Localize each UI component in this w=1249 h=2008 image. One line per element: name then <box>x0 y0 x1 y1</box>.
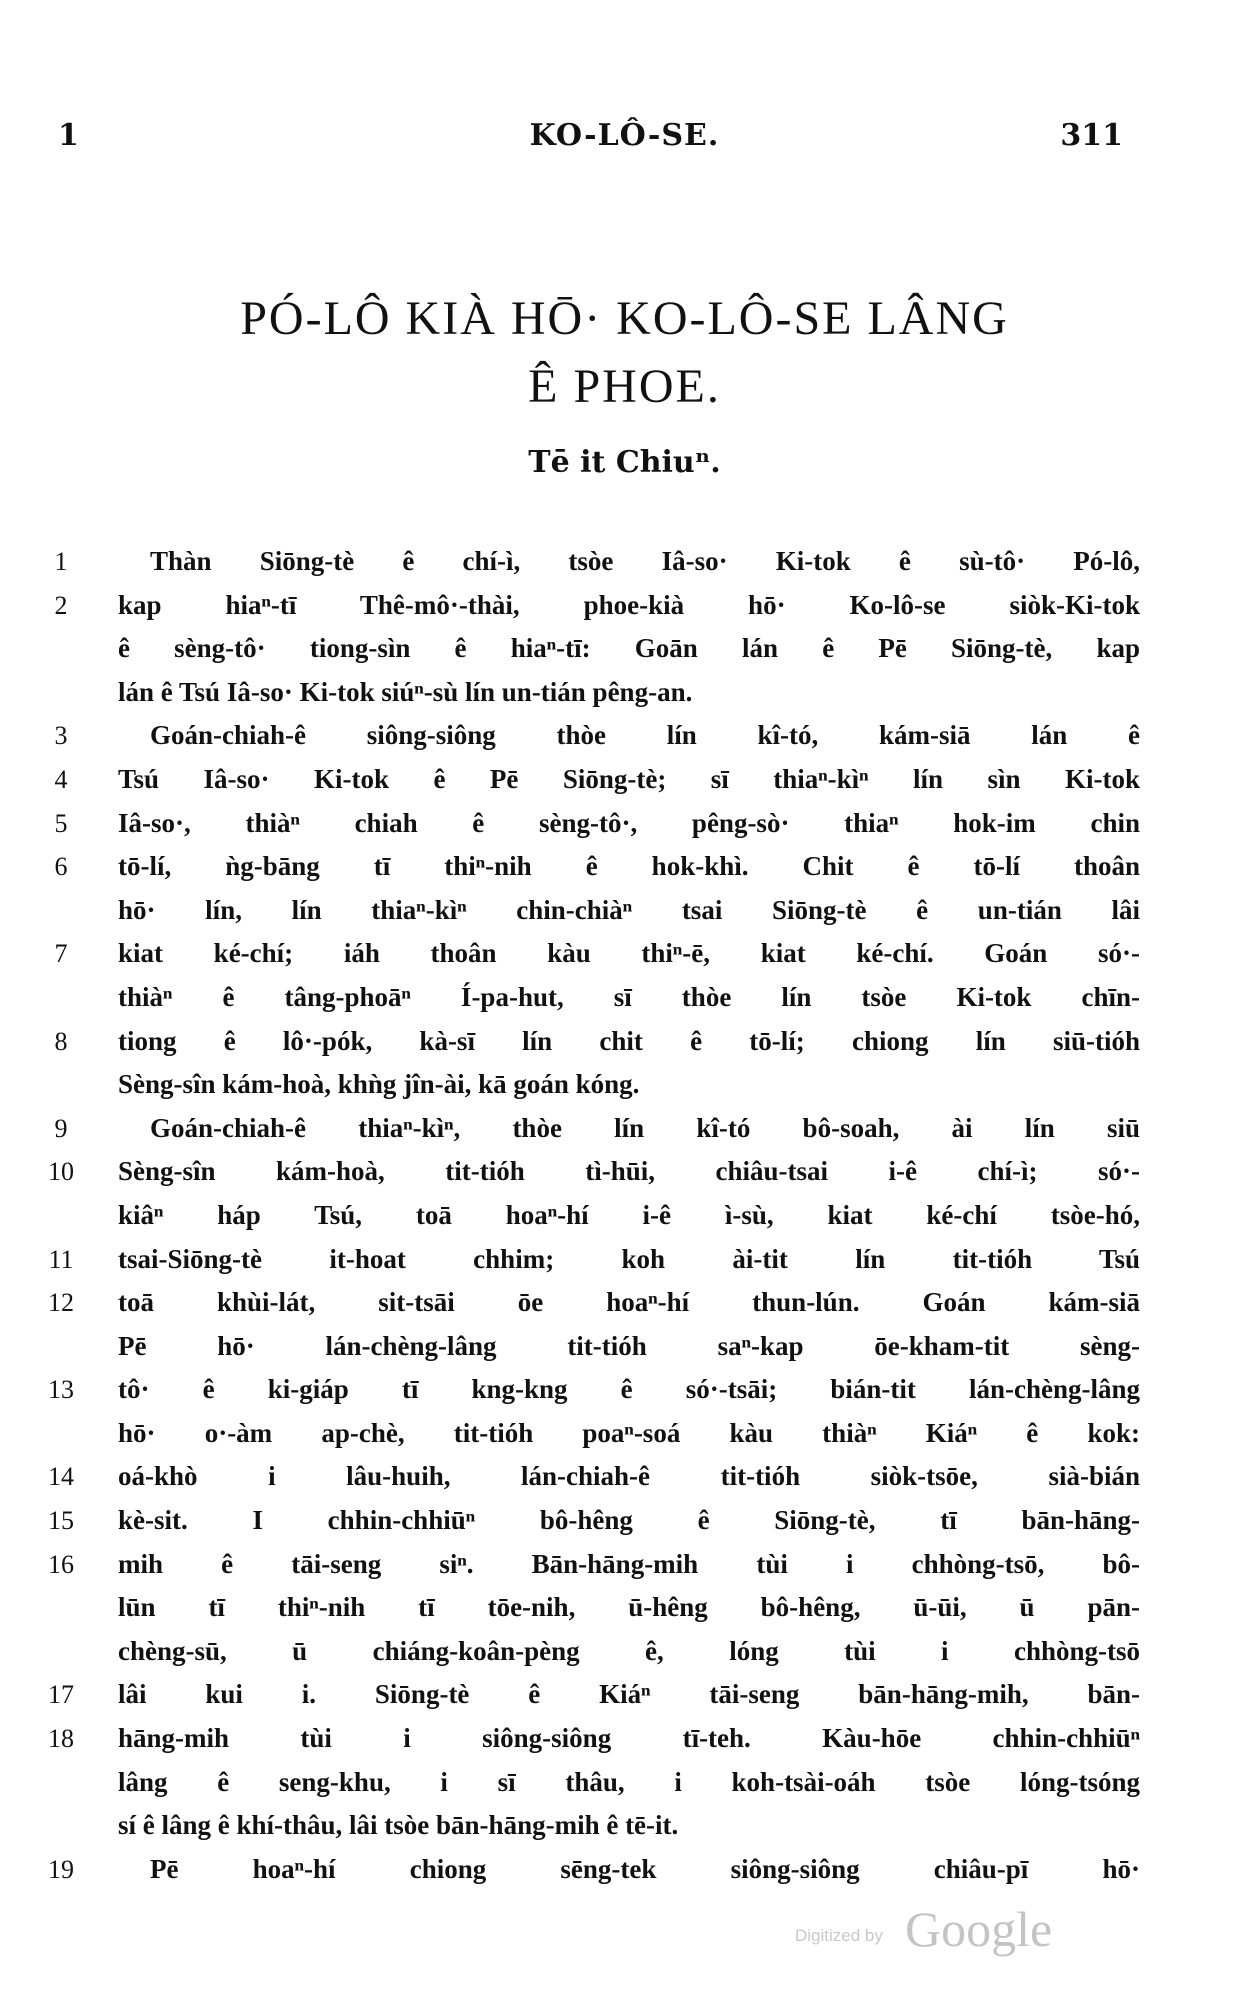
line-text: chèng-sū, ū chiáng-koân-pèng ê, lóng tùi i chhòng-tsō <box>118 1635 1140 1666</box>
google-logo: Google <box>905 1901 1053 1957</box>
line-text: hō· o·-àm ap-chè, tit-tióh poaⁿ-soá kàu thiàⁿ Kiáⁿ ê kok: <box>118 1417 1140 1448</box>
text-line <box>0 1804 1249 1848</box>
line-text: ê sèng-tô· tiong-sìn ê hiaⁿ-tī: Goān lán ê Pē Siōng-tè, kap <box>118 633 1140 664</box>
line-text: toā khùi-lát, sit-tsāi ōe hoaⁿ-hí thun-lún. Goán kám-siā <box>118 1287 1140 1318</box>
line-text: thiàⁿ ê tâng-phoāⁿ Í-pa-hut, sī thòe lín tsòe Ki-tok chīn- <box>118 981 1140 1012</box>
body-text <box>0 540 1249 1891</box>
line-text: lūn tī thiⁿ-nih tī tōe-nih, ū-hêng bô-hêng, ū-ūi, ū pān- <box>118 1592 1140 1623</box>
text-line <box>0 1717 1249 1761</box>
verse-number: 17 <box>48 1680 74 1710</box>
verse-number: 10 <box>48 1157 74 1187</box>
text-line <box>0 889 1249 933</box>
running-head-title: KO-LÔ-SE. <box>529 118 720 153</box>
line-text: Pē hō· lán-chèng-lâng tit-tióh saⁿ-kap ōe-kham-tit sèng- <box>118 1330 1140 1361</box>
text-line <box>0 1150 1249 1194</box>
text-line <box>0 1020 1249 1064</box>
line-text: tô· ê ki-giáp tī kng-kng ê só·-tsāi; bián-tit lán-chèng-lâng <box>118 1374 1140 1405</box>
verse-number: 16 <box>48 1549 74 1579</box>
line-text: Thàn Siōng-tè ê chí-ì, tsòe Iâ-so· Ki-tok ê sù-tô· Pó-lô, <box>150 546 1140 576</box>
book-title <box>0 285 1249 421</box>
line-text: mih ê tāi-seng siⁿ. Bān-hāng-mih tùi i chhòng-tsō, bô- <box>118 1548 1140 1579</box>
verse-number: 19 <box>48 1854 74 1884</box>
book-title-line: PÓ-LÔ KIÀ HŌ· KO-LÔ-SE LÂNG <box>240 292 1009 345</box>
verse-number: 4 <box>54 764 68 794</box>
verse-number: 6 <box>54 852 68 882</box>
line-text: tiong ê lô·-pók, kà-sī lín chit ê tō-lí; chiong lín siū-tióh <box>118 1025 1140 1056</box>
book-title-line: Ê PHOE. <box>528 360 721 413</box>
line-text: kiâⁿ háp Tsú, toā hoaⁿ-hí i-ê ì-sù, kiat ké-chí tsòe-hó, <box>118 1199 1140 1230</box>
verse-number: 1 <box>54 547 68 576</box>
text-line <box>0 627 1249 671</box>
line-text: tō-lí, ǹg-bāng tī thiⁿ-nih ê hok-khì. Chit ê tō-lí thoân <box>118 851 1140 882</box>
running-head-chapter: 1 <box>58 118 79 153</box>
text-line <box>0 1543 1249 1587</box>
text-line <box>0 1107 1249 1151</box>
line-text: hāng-mih tùi i siông-siông tī-teh. Kàu-hōe chhin-chhiūⁿ <box>118 1723 1140 1754</box>
text-line <box>0 671 1249 715</box>
line-text: Sèng-sîn kám-hoà, khǹg jîn-ài, kā goán kóng. <box>118 1069 640 1100</box>
line-text: oá-khò i lâu-huih, lán-chiah-ê tit-tióh siòk-tsōe, sià-bián <box>118 1461 1140 1492</box>
line-text: kap hiaⁿ-tī Thê-mô·-thài, phoe-kià hō· Ko-lô-se siòk-Ki-tok <box>118 589 1140 620</box>
verse-number: 12 <box>48 1288 74 1318</box>
verse-number: 2 <box>54 590 68 620</box>
line-text: lán ê Tsú Iâ-so· Ki-tok siúⁿ-sù lín un-tián pêng-an. <box>118 676 693 707</box>
verse-number: 11 <box>48 1244 74 1274</box>
line-text: lâi kui i. Siōng-tè ê Kiáⁿ tāi-seng bān-hāng-mih, bān- <box>118 1679 1140 1710</box>
text-line <box>0 1673 1249 1717</box>
running-head <box>0 118 1249 158</box>
chapter-heading: Tē it Chiuⁿ. <box>528 445 721 480</box>
line-text: Tsú Iâ-so· Ki-tok ê Pē Siōng-tè; sī thiaⁿ-kìⁿ lín sìn Ki-tok <box>118 763 1140 794</box>
verse-number: 15 <box>48 1506 74 1536</box>
line-text: Iâ-so·, thiàⁿ chiah ê sèng-tô·, pêng-sò· thiaⁿ hok-im chin <box>118 807 1140 838</box>
text-line <box>0 758 1249 802</box>
text-line <box>0 1761 1249 1805</box>
text-line <box>0 1848 1249 1892</box>
text-line <box>0 714 1249 758</box>
text-line <box>0 932 1249 976</box>
line-text: tsai-Siōng-tè it-hoat chhim; koh ài-tit lín tit-tióh Tsú <box>118 1243 1140 1274</box>
verse-number: 18 <box>48 1724 74 1754</box>
text-line <box>0 1063 1249 1107</box>
line-text: Sèng-sîn kám-hoà, tit-tióh tì-hūi, chiâu-tsai i-ê chí-ì; só·- <box>118 1156 1140 1187</box>
verse-number: 8 <box>54 1026 68 1056</box>
line-text: lâng ê seng-khu, i sī thâu, i koh-tsài-oáh tsòe lóng-tsóng <box>118 1766 1140 1797</box>
watermark-prefix: Digitized by <box>795 1926 883 1945</box>
verse-number: 9 <box>54 1113 68 1143</box>
text-line <box>0 1586 1249 1630</box>
verse-number: 5 <box>54 808 68 838</box>
text-line <box>0 1630 1249 1674</box>
text-line <box>0 1368 1249 1412</box>
line-text: sí ê lâng ê khí-thâu, lâi tsòe bān-hāng-mih ê tē-it. <box>118 1810 679 1841</box>
line-text: Pē hoaⁿ-hí chiong sēng-tek siông-siông chiâu-pī hō· <box>150 1853 1140 1884</box>
text-line <box>0 1455 1249 1499</box>
text-line <box>0 540 1249 584</box>
verse-number: 13 <box>48 1375 74 1405</box>
text-line <box>0 976 1249 1020</box>
line-text: kè-sit. I chhin-chhiūⁿ bô-hêng ê Siōng-tè, tī bān-hāng- <box>118 1505 1140 1536</box>
text-line <box>0 1281 1249 1325</box>
text-line <box>0 584 1249 628</box>
verse-number: 14 <box>48 1462 74 1492</box>
verse-number: 7 <box>54 939 68 969</box>
text-line <box>0 1412 1249 1456</box>
verse-number: 3 <box>54 721 68 751</box>
text-line <box>0 1499 1249 1543</box>
text-line <box>0 1325 1249 1369</box>
digitized-watermark <box>795 1900 1095 1960</box>
line-text: Goán-chiah-ê siông-siông thòe lín kî-tó, kám-siā lán ê <box>150 720 1140 751</box>
text-line <box>0 1194 1249 1238</box>
text-line <box>0 1238 1249 1282</box>
line-text: kiat ké-chí; iáh thoân kàu thiⁿ-ē, kiat ké-chí. Goán só·- <box>118 938 1140 969</box>
page-number: 311 <box>1060 118 1123 153</box>
text-line <box>0 802 1249 846</box>
line-text: Goán-chiah-ê thiaⁿ-kìⁿ, thòe lín kî-tó bô-soah, ài lín siū <box>150 1112 1140 1143</box>
text-line <box>0 845 1249 889</box>
line-text: hō· lín, lín thiaⁿ-kìⁿ chin-chiàⁿ tsai Siōng-tè ê un-tián lâi <box>118 894 1140 925</box>
